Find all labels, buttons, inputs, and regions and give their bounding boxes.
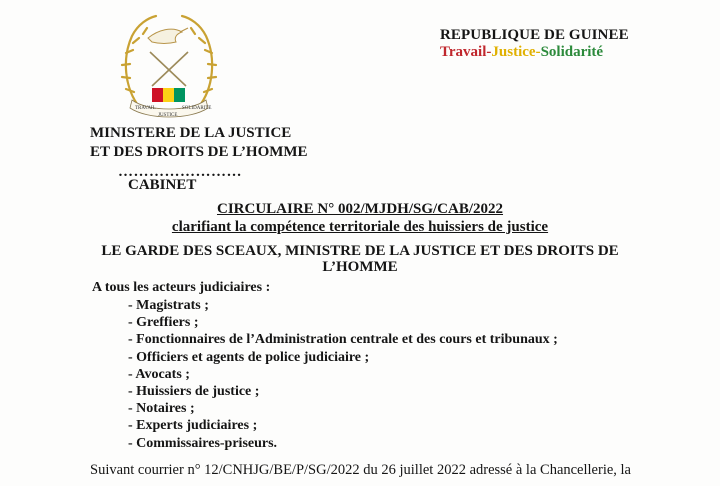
motto-travail: Travail — [440, 44, 487, 60]
circular-subtitle — [0, 219, 720, 236]
ministry-line-1: MINISTERE DE LA JUSTICE — [90, 125, 292, 141]
ribbon-word-solidarite: SOLIDARITE — [182, 106, 212, 111]
guinea-coat-of-arms-emblem — [118, 8, 220, 130]
sword-and-rifle-icon — [150, 52, 188, 86]
dove-icon — [148, 28, 188, 44]
recipient-item-experts: - Experts judiciaires ; — [128, 418, 258, 434]
recipient-item-greffiers: - Greffiers ; — [128, 315, 199, 331]
motto-separator-1: - — [486, 44, 492, 60]
recipients-intro: A tous les acteurs judiciaires : — [92, 280, 271, 295]
olive-branch-left-icon — [122, 16, 156, 108]
motto-solidarite: Solidarité — [540, 44, 604, 60]
body-paragraph-line: Suivant courrier n° 12/CNHJG/BE/P/SG/2022 du 26 juillet 2022 adressé à la Chancellerie, la — [90, 462, 631, 478]
dotted-separator: …………………… — [118, 164, 242, 180]
cabinet-label: CABINET — [128, 177, 197, 193]
recipient-item-officiers: - Officiers et agents de police judiciaire ; — [128, 349, 370, 365]
recipient-item-magistrats: - Magistrats ; — [128, 298, 209, 313]
olive-branch-right-icon — [182, 16, 216, 108]
recipients-list — [128, 297, 558, 452]
republic-title: REPUBLIQUE DE GUINEE — [440, 27, 629, 43]
ribbon-word-justice: JUSTICE — [158, 113, 178, 118]
circular-title-text: CIRCULAIRE N° 002/MJDH/SG/CAB/2022 — [216, 201, 504, 217]
issuer-heading — [70, 243, 650, 275]
recipient-item-fonctionnaires: - Fonctionnaires de l’Administration centrale et des cours et tribunaux ; — [128, 332, 558, 348]
recipient-item-commissaires: - Commissaires-priseurs. — [128, 435, 278, 451]
circular-subtitle-text: clarifiant la compétence territoriale des huissiers de justice — [171, 219, 549, 235]
recipient-item-notaires: - Notaires ; — [128, 401, 195, 417]
recipient-item-avocats: - Avocats ; — [128, 366, 190, 382]
issuer-line-1: LE GARDE DES SCEAUX, MINISTRE DE LA JUSTICE ET DES DROITS DE — [101, 243, 619, 259]
recipient-item-huissiers: - Huissiers de justice ; — [128, 384, 260, 400]
ministry-line-2: ET DES DROITS DE L’HOMME — [90, 144, 308, 160]
motto-separator-2: - — [535, 44, 541, 60]
ribbon-word-travail: TRAVAIL — [135, 106, 156, 111]
ministry-heading — [90, 124, 308, 162]
national-motto — [440, 44, 603, 61]
tricolour-shield-icon — [152, 88, 185, 102]
motto-ribbon — [130, 100, 211, 118]
motto-justice: Justice — [491, 44, 536, 60]
circular-title — [0, 201, 720, 218]
issuer-line-2: L’HOMME — [322, 259, 398, 275]
